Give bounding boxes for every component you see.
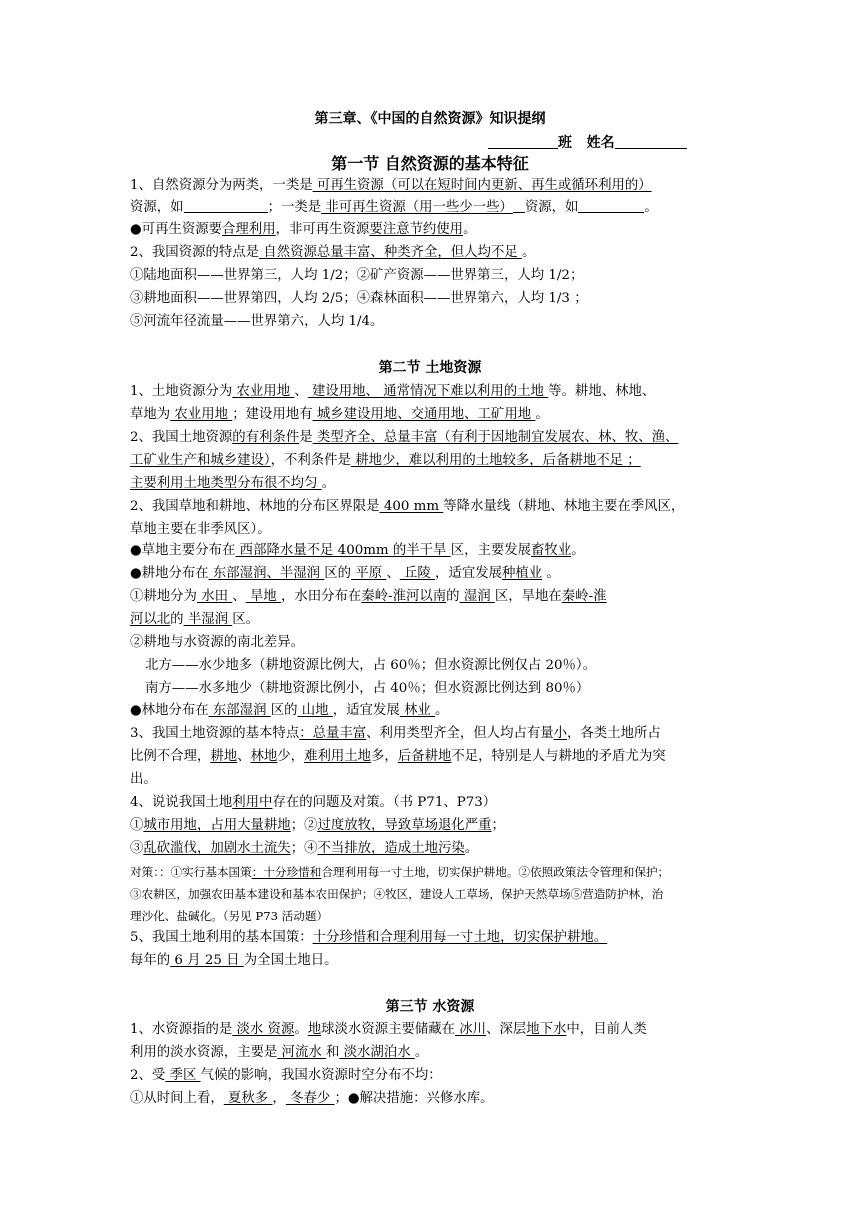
answer: 季区: [165, 1068, 201, 1083]
answer: 东部湿润、半湿润: [208, 566, 325, 581]
text: 、深层: [486, 1022, 527, 1037]
text: 、: [294, 384, 308, 399]
text: 、: [237, 749, 251, 764]
text: 合理利用每一寸土地，切实保护耕地。②依照政策法令管理和保护；: [321, 865, 670, 879]
answer: 利用中: [232, 795, 273, 810]
class-name-line: [488, 132, 687, 152]
answer: ：十分珍惜和: [251, 865, 322, 879]
answer: 农业用地: [170, 407, 233, 422]
text: 区，旱地在: [494, 589, 562, 604]
text: 气候的影响，我国水资源时空分布不均：: [200, 1068, 442, 1083]
s1-line2: [130, 198, 658, 218]
s3-line1: [130, 1020, 647, 1040]
text: 为全国土地日。: [243, 953, 338, 968]
answer: 类型齐全、总量丰富（有利于因地制宜发展农、林、牧、渔、: [312, 430, 679, 445]
text: 区，主要发展: [450, 543, 532, 558]
text: 等。耕地、林地、: [548, 384, 656, 399]
answer: 夏秋多: [223, 1091, 273, 1106]
text: 、: [386, 566, 400, 581]
text: ●草地主要分布在: [130, 543, 236, 558]
answer: ：总量丰富: [299, 726, 367, 741]
answer: 耕地少，难以利用的土地较多，后备耕地不足 ；: [350, 453, 641, 468]
answer: 旱地: [245, 589, 281, 604]
text: ①从时间上看，: [130, 1091, 224, 1106]
s1-line4: [130, 243, 535, 263]
answer: 湿润: [459, 589, 495, 604]
text: 的: [446, 589, 460, 604]
text: 。: [542, 566, 560, 581]
text: 1、自然资源分为两类，一类是: [130, 178, 313, 193]
document-title: 第三章、《中国的自然资源》知识提纲: [314, 111, 546, 127]
text: 2、我国土地资源: [130, 430, 233, 445]
text: ●可再生资源要: [130, 222, 223, 237]
answer: 淡水湖泊水: [339, 1045, 415, 1060]
answer: 丘陵: [399, 566, 436, 581]
answer: 林地: [250, 749, 278, 764]
answer: 十分珍惜和合理利用每一寸土地，切实保护耕地。: [312, 930, 608, 945]
text: 和: [325, 1045, 340, 1060]
s2-line6: [130, 497, 684, 517]
blank: [513, 198, 525, 213]
section2-heading: 第二节 土地资源: [378, 360, 482, 376]
text: 资源，如: [130, 200, 184, 215]
answer: 河流水: [277, 1045, 326, 1060]
blank: [578, 198, 644, 213]
text: 少，: [277, 749, 305, 764]
text: 。: [571, 543, 585, 558]
text: ，: [272, 1091, 286, 1106]
answer: 不当排放，造成土地污染: [317, 841, 465, 856]
s1-line6: ③耕地面积——世界第四，人均 2/5；④森林面积——世界第六，人均 1/3 ；: [130, 291, 588, 306]
answer: 6 月 25 日: [170, 953, 244, 968]
answer: 小: [553, 726, 568, 741]
s2-line14: 南方——水多地少（耕地资源比例小，占 40％；但水资源比例达到 80％）: [145, 681, 590, 696]
s2-line3: [130, 428, 678, 448]
section3-heading: 第三节 水资源: [385, 999, 475, 1015]
s2-line20: [130, 816, 505, 836]
s2-line12: ②耕地与水资源的南北差异。: [130, 635, 305, 650]
answer: 冬春少: [285, 1091, 335, 1106]
answer: 水田: [196, 589, 233, 604]
answer: 非可再生资源（用一些少一些）: [321, 200, 513, 215]
s3-line4: [130, 1089, 493, 1109]
text: 。: [435, 703, 449, 718]
s2-line22: [130, 862, 669, 882]
answer: 主要利用土地类型分布很不均匀: [130, 476, 322, 491]
text: 1、水资源指的是: [130, 1022, 233, 1037]
text: 中，目前人类: [566, 1022, 647, 1037]
text: ①: [130, 818, 144, 833]
s2-line1: [130, 382, 655, 402]
answer: 河以北: [130, 612, 171, 627]
s2-line2: [130, 405, 549, 425]
text: ；②: [290, 818, 318, 833]
name-blank: [615, 134, 687, 149]
text: 。: [414, 1045, 429, 1060]
text: 3、我国土地资源的基本特点: [130, 726, 300, 741]
text: ；④: [290, 841, 318, 856]
s1-line7: ⑤河流年径流量——世界第六，人均 1/4。: [130, 314, 384, 329]
text: 。: [321, 476, 336, 491]
text: ①耕地分为: [130, 589, 197, 604]
answer: 合理利用: [222, 222, 276, 237]
s2-line24: 理沙化、盐碱化。（另见 P73 活动题）: [130, 909, 329, 923]
s1-line5: ①陆地面积——世界第三，人均 1/2；②矿产资源——世界第三，人均 1/2；: [130, 268, 584, 283]
answer: 农业用地: [232, 384, 295, 399]
text: 多，: [371, 749, 398, 764]
answer: 400 mm: [379, 499, 444, 514]
answer: 冰川: [455, 1022, 487, 1037]
answer: 地: [307, 1022, 322, 1037]
answer: 平原: [351, 566, 387, 581]
text: 。: [464, 841, 479, 856]
s2-line9: [130, 564, 560, 584]
text: ●耕地分布在: [130, 566, 209, 581]
answer: 山地: [297, 703, 333, 718]
answer: 林业: [399, 703, 436, 718]
answer: 秦岭-淮: [561, 589, 607, 604]
section1-heading: 第一节 自然资源的基本特征: [331, 154, 529, 173]
text: ，适宜发展: [435, 566, 502, 581]
text: ；一类是: [267, 200, 322, 215]
text: ；: [491, 818, 505, 833]
text: ，适宜发展: [332, 703, 400, 718]
text: 区的: [324, 566, 352, 581]
text: ，水田分布在: [280, 589, 362, 604]
s3-line3: [130, 1066, 442, 1086]
s3-line2: [130, 1043, 428, 1063]
text: 4、说说我国土地: [130, 795, 233, 810]
text: 1、土地资源分为: [130, 384, 233, 399]
text: 区。: [232, 612, 260, 627]
answer: 种植业: [502, 566, 543, 581]
answer: 要注意节约使用: [369, 222, 464, 237]
class-blank: [488, 134, 558, 149]
text: 等降水量线（耕地、林地主要在季风区，: [443, 499, 685, 514]
s2-line8: [130, 541, 585, 561]
text: 2、我国资源的特点是: [130, 245, 260, 260]
answer: 后备耕地: [397, 749, 452, 764]
s2-line19: [130, 793, 496, 813]
text: ③: [130, 841, 144, 856]
text: 。: [294, 1022, 308, 1037]
answer: 过度放牧，导致草场退化严重: [317, 818, 492, 833]
blank: [184, 198, 268, 213]
answer: 城乡建设用地、交通用地、工矿用地: [312, 407, 536, 422]
text: ●林地分布在: [130, 703, 209, 718]
name-label: 姓名: [586, 135, 615, 151]
s2-line16: [130, 724, 661, 744]
s2-line7: 草地主要在非季风区）。: [130, 522, 271, 537]
answer: 东部湿润: [208, 703, 271, 718]
answer: 西部降水量不足 400mm 的半干旱: [235, 543, 451, 558]
text: 。: [521, 245, 536, 260]
s2-line25: [130, 928, 607, 948]
text: 2、受: [130, 1068, 166, 1083]
answer: 乱砍滥伐，加剧水土流失: [143, 841, 291, 856]
text: 每年的: [130, 953, 171, 968]
s2-line23: ③农耕区，加强农田基本建设和基本农田保护；④牧区，建设人工草场，保护天然草场⑤营造防护林，治: [130, 887, 664, 901]
answer: 自然资源总量丰富、种类齐全，但人均不足: [259, 245, 522, 260]
answer: 城市用地，占用大量耕地: [143, 818, 291, 833]
s2-line10: [130, 587, 607, 607]
text: 5、我国土地利用的基本国策：: [130, 930, 313, 945]
s2-line13: 北方——水少地多（耕地资源比例大，占 60％；但水资源比例仅占 20％）。: [145, 658, 596, 673]
s2-line5: [130, 474, 335, 494]
s2-line15: [130, 701, 448, 721]
s2-line17: [130, 747, 666, 767]
answer: 的有利条件: [232, 430, 300, 445]
answer: 淡水 资源: [232, 1022, 295, 1037]
text: 2、我国草地和耕地、林地的分布区界限是: [130, 499, 380, 514]
s2-line21: [130, 839, 478, 859]
s2-line18: 出。: [130, 772, 157, 787]
text: 球淡水资源主要储藏在: [321, 1022, 456, 1037]
answer: 工矿业生产和城乡建设）: [130, 453, 271, 468]
text: 、利用类型齐全，但人均占有量: [366, 726, 554, 741]
answer: 耕地: [210, 749, 238, 764]
text: 。: [463, 222, 477, 237]
text: 是: [299, 430, 313, 445]
answer: 可再生资源（可以在短时间内更新、再生或循环利用的）: [312, 178, 652, 193]
text: 不足，特别是人与耕地的矛盾尤为突: [451, 749, 666, 764]
text: 存在的问题及对策。（书 P71、P73）: [272, 795, 497, 810]
text: 资源，如: [524, 200, 579, 215]
answer: 难利用土地: [304, 749, 372, 764]
text: ，不利条件是: [270, 453, 351, 468]
text: 对策：：①实行基本国策: [130, 865, 252, 879]
answer: 畜牧业: [531, 543, 572, 558]
answer: 秦岭-淮河以南: [361, 589, 447, 604]
text: 。: [644, 200, 658, 215]
text: 利用的淡水资源，主要是: [130, 1045, 278, 1060]
text: 的: [170, 612, 184, 627]
text: 草地为: [130, 407, 171, 422]
s2-line11: [130, 610, 259, 630]
s2-line4: [130, 451, 641, 471]
s1-line1: [130, 176, 652, 196]
answer: 地下水: [526, 1022, 567, 1037]
text: 。: [535, 407, 549, 422]
text: ，各类土地所占: [567, 726, 661, 741]
text: ；建设用地有: [232, 407, 313, 422]
text: 比例不合理，: [130, 749, 211, 764]
text: ，非可再生资源: [275, 222, 370, 237]
answer: 半湿润: [183, 612, 233, 627]
text: 区的: [270, 703, 298, 718]
s1-line3: [130, 220, 476, 240]
answer: 建设用地、 通常情况下难以利用的土地: [307, 384, 549, 399]
class-label: 班: [558, 135, 572, 151]
s2-line26: [130, 951, 338, 971]
text: ；●解决措施：兴修水库。: [334, 1091, 494, 1106]
text: 、: [232, 589, 246, 604]
